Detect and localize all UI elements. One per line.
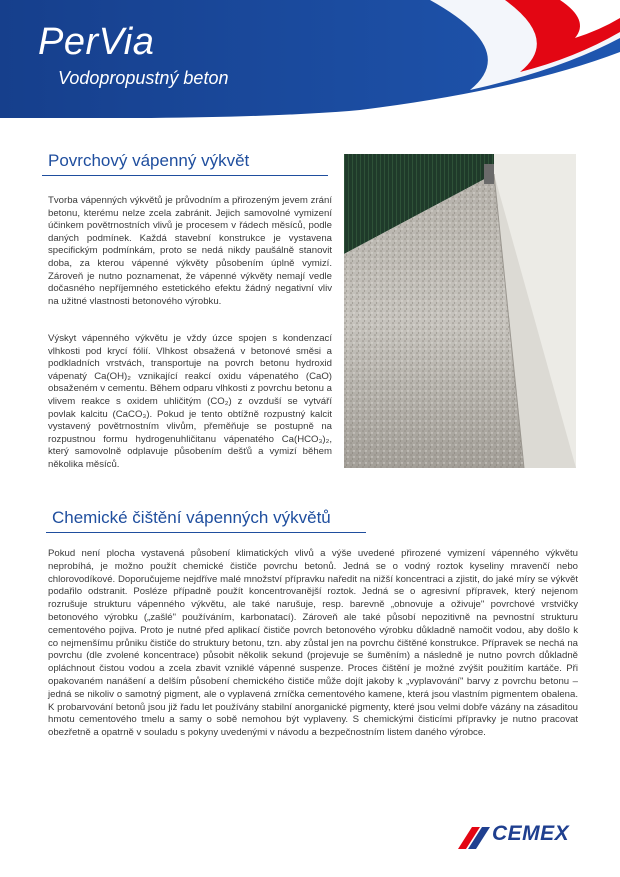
header-banner [0,0,620,118]
title-underline [46,532,366,533]
brand-subtitle: Vodopropustný beton [58,68,229,88]
paragraph-efflorescence-1: Tvorba vápenných výkvětů je průvodním a přirozeným jevem zrání betonu, kterému nelze zcela zabránit. Jejich samovolné vymizení účinkem povětrnostních vlivů je procesem v řádech měsíců, podle daných podmínek. Každá stavební konstrukce je vystavena specifickým podmínkám, proto se nedá nikdy paušálně stanovit doba, za kterou vápenné výkvěty působením úplně vymizí. Zároveň je nutno poznamenat, že vápenné výkvěty nemají vedle dočasného nepříjemného estetického efektu žádný negativní vliv na užitné vlastnosti betonového výrobku. [48,195,332,307]
cemex-logo: CEMEX [492,822,570,845]
section-title-efflorescence: Povrchový vápenný výkvět [48,151,250,170]
brand-logo: PerVia [38,21,155,63]
concrete-path-photo [344,154,576,468]
paragraph-efflorescence-2: Výskyt vápenného výkvětu je vždy úzce spojen s kondenzací vlhkosti pod krycí fólií. Vlhkost obsažená v betonové směsi a podkladních vrstvách, transportuje na povrch betonu hydroxid vápenatý Ca(OH)₂ vznikající reakcí oxidu vápenatého (CaO) obsaženém v cementu. Během odparu vlhkosti z povrchu betonu a vlivem reakce s oxidem uhličitým (CO₂) z ovzduší se vytváří povlak kalcitu (CaCO₃). Pokud je tento obtížně rozpustný kalcit vystavený povětrnostním vlivům, přeměňuje se postupně na rozpustnou formu hydrogenuhličitanu vápenatého Ca(HCO₃)₂, který samovolně odplavuje působením dešťů a vymizí během několika měsíců. [48,333,332,470]
paragraph-chemical-cleaning: Pokud není plocha vystavená působení klimatických vlivů a výše uvedené přirozené vymizení vápenného výkvětu neprobíhá, je možno použít chemické čističe povrchu betonů. Jedná se o vodný roztok kyseliny mravenčí nebo chlorovodíkové. Doporučujeme nejdříve malé množství přípravku naředit na nižší koncentraci a zjistit, do jaké míry se výkvět podařilo odstranit. Posléze případně použít koncentrovanější roztok. Jedná se o agresivní přípravek, který nejenom rozrušuje strukturu vápenného výkvětu, ale také narušuje, resp. barevně „obnovuje a oživuje" povrchové vrstvičky betonového výrobku („zašlé" používáním, karbonatací). Zároveň ale také působí nepozitivně na pevnostní strukturu cementového pojiva. Proto je nutné před aplikací čističe povrch betonového výrobku důkladně namočit vodou, aby došlo k co nejmenšímu průniku čističe do struktury betonu, tzn. aby zůstal jen na povrchu čištěné konstrukce. Přípravek se nechá na povrchu (dle zvolené koncentrace) působit několik sekund (projevuje se šuměním) a následně je nutno povrch důkladně opláchnout čistou vodou a zcela zbavit vzniklé vápenné suspenze. Proces čištění je možné zvýšit použitím kartáče. Při opakovaném nanášení a delším působení chemického čističe může dojít jakoby k „vyplavování" barvy z povrchu betonu – jedná se nikoliv o samotný pigment, ale o vyplavená zrníčka cementového kamene, která jsou vlastním pigmentem obalena. K probarvování betonů jsou již řadu let používány stabilní anorganické pigmenty, které jsou velmi dobře vázány na zásaditou hmotu cementového tmelu a samy o sobě nemohou být vyplaveny. S chemickými čisticími přípravky je nutno pracovat obezřetně a opatrně v souladu s pokyny uvedenými v návodu a bezpečnostním listem daného výrobce. [48,548,578,739]
section-title-chemical-cleaning: Chemické čištění vápenných výkvětů [52,508,331,527]
title-underline [42,175,328,176]
